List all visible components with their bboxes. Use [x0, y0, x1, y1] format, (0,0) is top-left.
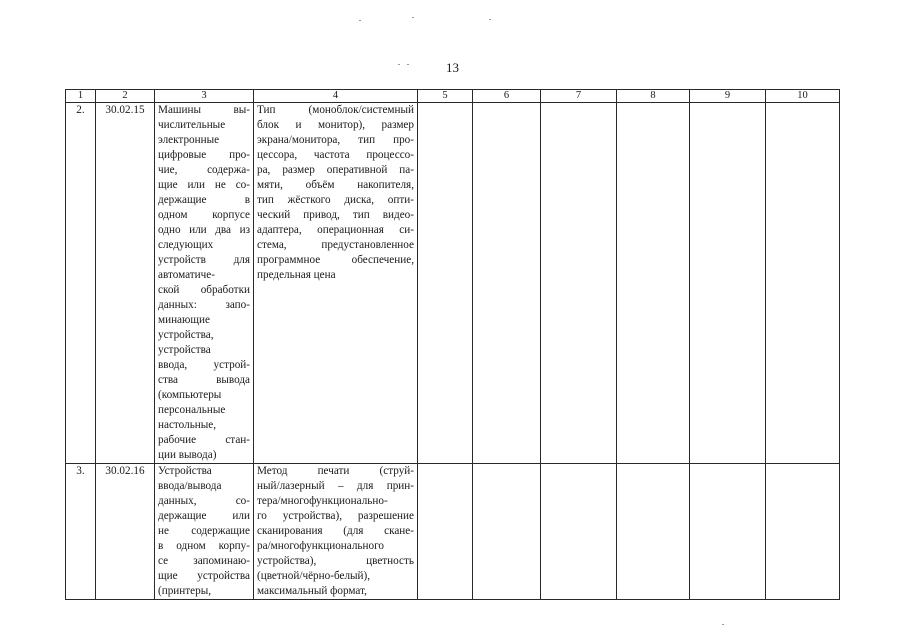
cell-text-line: предельная цена	[257, 269, 336, 281]
item-name-cell	[155, 464, 254, 600]
column-number: 10	[766, 90, 840, 103]
cell-text-line: ввода/вывода	[158, 480, 222, 492]
cell-text-line: максимальный формат,	[257, 585, 367, 597]
cell-text-line: минающие	[158, 314, 210, 326]
empty-cell	[541, 103, 617, 464]
column-number: 8	[617, 90, 690, 103]
empty-cell	[766, 464, 840, 600]
cell-text-line: чие, содержа-	[158, 164, 250, 176]
column-number-row	[66, 90, 840, 103]
scan-speck	[412, 17, 414, 18]
cell-text-line: адаптера, операционная си-	[257, 224, 414, 236]
cell-text-line: устройства,	[158, 329, 214, 341]
cell-text-line: автоматиче-	[158, 269, 215, 281]
cell-text-line: ра/многофункционального	[257, 540, 385, 552]
cell-text-line: экрана/монитора, тип про-	[257, 134, 414, 146]
cell-text-line: щие или не со-	[158, 179, 250, 191]
empty-cell	[690, 103, 766, 464]
cell-text-line: устройства), цветность	[257, 555, 414, 567]
cell-text-line: тип жёсткого диска, опти-	[257, 194, 414, 206]
empty-cell	[418, 103, 473, 464]
cell-text-line: устройства	[158, 344, 211, 356]
cell-text-line: ции вывода)	[158, 449, 217, 461]
cell-text-line: настольные,	[158, 419, 217, 431]
cell-text-line: Тип (моноблок/системный	[257, 104, 414, 116]
scan-speck	[359, 20, 361, 21]
item-name-cell	[155, 103, 254, 464]
cell-text-line: мяти, объём накопителя,	[257, 179, 414, 191]
scan-speck	[407, 64, 409, 65]
cell-text-line: Устройства	[158, 465, 212, 477]
empty-cell	[766, 103, 840, 464]
cell-text-line: электронные	[158, 134, 220, 146]
empty-cell	[617, 103, 690, 464]
cell-text-line: следующих	[158, 239, 214, 251]
cell-text-line: числительные	[158, 119, 226, 131]
table-row	[66, 464, 840, 600]
empty-cell	[473, 464, 541, 600]
okpd-code: 30.02.16	[96, 464, 155, 600]
cell-text-line: се запоминаю-	[158, 555, 250, 567]
cell-text-line: щие устройства	[158, 570, 250, 582]
scan-speck	[489, 19, 491, 20]
cell-text-line: ческий привод, тип видео-	[257, 209, 414, 221]
cell-text-line: не содержащие	[158, 525, 250, 537]
cell-text-line: стема, предустановленное	[257, 239, 414, 251]
cell-text-line: устройств для	[158, 254, 250, 266]
cell-text-line: ства вывода	[158, 374, 250, 386]
column-number: 2	[96, 90, 155, 103]
empty-cell	[418, 464, 473, 600]
table-row	[66, 103, 840, 464]
column-number: 1	[66, 90, 96, 103]
item-characteristics-cell	[254, 464, 418, 600]
cell-text-line: Машины вы-	[158, 104, 250, 116]
column-number: 9	[690, 90, 766, 103]
cell-text-line: блок и монитор), размер	[257, 119, 414, 131]
column-number: 6	[473, 90, 541, 103]
cell-text-line: ра, размер оперативной па-	[257, 164, 414, 176]
page-number: 13	[446, 60, 459, 75]
registry-table	[65, 89, 840, 600]
cell-text-line: рабочие стан-	[158, 434, 250, 446]
cell-text-line: (принтеры,	[158, 585, 212, 597]
empty-cell	[617, 464, 690, 600]
cell-text-line: в одном корпу-	[158, 540, 250, 552]
cell-text-line: (цветной/чёрно-белый),	[257, 570, 371, 582]
empty-cell	[473, 103, 541, 464]
cell-text-line: одно или два из	[158, 224, 250, 236]
cell-text-line: тера/многофункционально-	[257, 495, 388, 507]
row-number: 3.	[66, 464, 96, 600]
item-characteristics-cell	[254, 103, 418, 464]
row-number: 2.	[66, 103, 96, 464]
cell-text-line: го устройства), разрешение	[257, 510, 414, 522]
cell-text-line: данных: запо-	[158, 299, 250, 311]
okpd-code: 30.02.15	[96, 103, 155, 464]
column-number: 3	[155, 90, 254, 103]
cell-text-line: (компьютеры	[158, 389, 222, 401]
empty-cell	[541, 464, 617, 600]
cell-text-line: держащие или	[158, 510, 250, 522]
column-number: 7	[541, 90, 617, 103]
cell-text-line: ской обработки	[158, 284, 250, 296]
cell-text-line: одном корпусе	[158, 209, 250, 221]
cell-text-line: данных, со-	[158, 495, 250, 507]
cell-text-line: Метод печати (струй-	[257, 465, 414, 477]
cell-text-line: сканирования (для скане-	[257, 525, 414, 537]
empty-cell	[690, 464, 766, 600]
scan-speck	[722, 624, 724, 625]
cell-text-line: цессора, частота процессо-	[257, 149, 414, 161]
column-number: 4	[254, 90, 418, 103]
scan-speck	[398, 64, 400, 65]
cell-text-line: цифровые про-	[158, 149, 250, 161]
cell-text-line: ный/лазерный – для прин-	[257, 480, 414, 492]
cell-text-line: программное обеспечение,	[257, 254, 414, 266]
cell-text-line: держащие в	[158, 194, 250, 206]
cell-text-line: ввода, устрой-	[158, 359, 250, 371]
column-number: 5	[418, 90, 473, 103]
cell-text-line: персональные	[158, 404, 226, 416]
